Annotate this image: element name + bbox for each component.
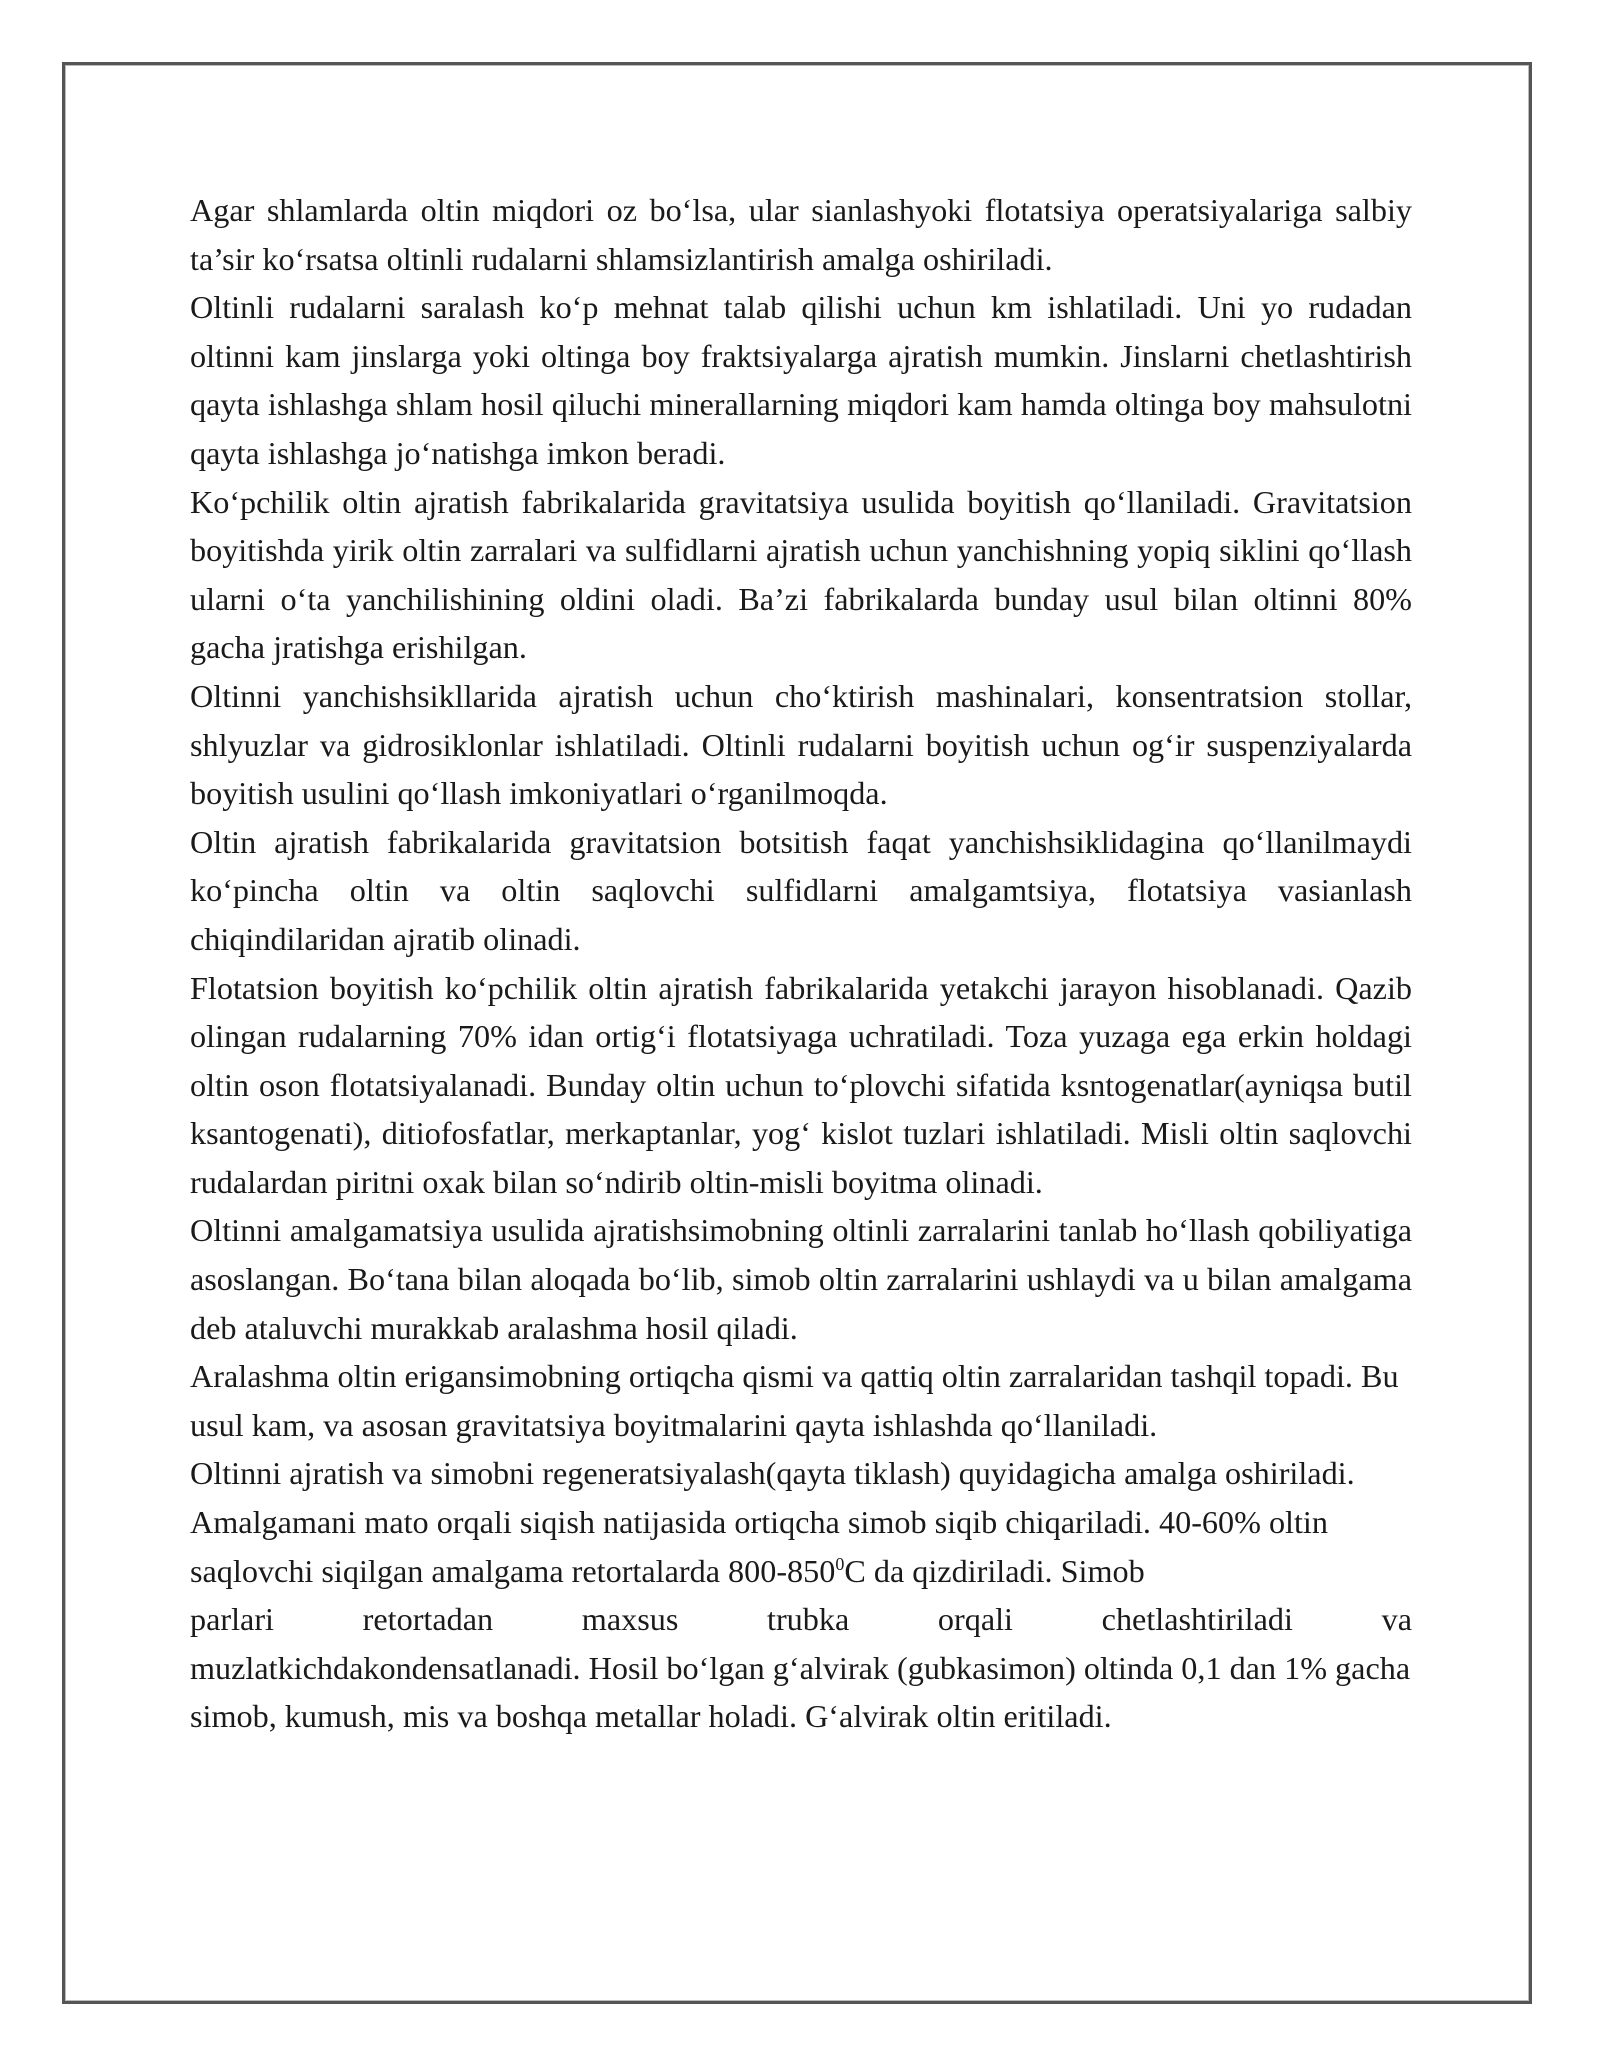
paragraph-8 <box>190 1352 1412 1595</box>
paragraph-8-part-3: C da qizdiriladi. Simob <box>844 1552 1145 1589</box>
paragraph-9-rest: muzlatkichdakondensatlanadi. Hosil bo‘lgan g‘alvirak (gubkasimon) oltinda 0,1 dan 1% gacha simob, kumush, mis va boshqa metallar holadi. G‘alvirak oltin eritiladi. <box>190 1649 1411 1735</box>
paragraph-1: Agar shlamlarda oltin miqdori oz bo‘lsa, ular sianlashyoki flotatsiya operatsiyalariga salbiy ta’sir ko‘rsatsa oltinli rudalarni shlamsizlantirish amalga oshiriladi. <box>190 192 1412 277</box>
paragraph-8-part-1: Aralashma oltin erigansimobning ortiqcha qismi va qattiq oltin zarralaridan tashqil topadi. Bu usul kam, va asosan gravitatsiya boyitmalarini qayta ishlashda qo‘llaniladi. <box>190 1358 1399 1443</box>
paragraph-7: Oltinni amalgamatsiya usulida ajratishsimobning oltinli zarralarini tanlab ho‘llash qobiliyatiga asoslangan. Bo‘tana bilan aloqada bo‘lib, simob oltin zarralarini ushlaydi va u bilan amalgama deb ataluvchi murakkab aralashma hosil qiladi. <box>190 1212 1412 1346</box>
paragraph-3: Ko‘pchilik oltin ajratish fabrikalarida gravitatsiya usulida boyitish qo‘llaniladi. Gravitatsion boyitishda yirik oltin zarralari va sulfidlarni ajratish uchun yanchishning yopiq siklini qo‘llash ularni o‘ta yanchilishining oldini oladi. Ba’zi fabrikalarda bunday usul bilan oltinni 80% gacha jratishga erishilgan. <box>190 483 1412 666</box>
degree-superscript: 0 <box>835 1553 845 1574</box>
document-body <box>190 186 1412 1741</box>
paragraph-9-first-line: parlari retortadan maxsus trubka orqali chetlashtiriladi va <box>190 1601 1412 1638</box>
paragraph-2: Oltinli rudalarni saralash ko‘p mehnat talab qilishi uchun km ishlatiladi. Uni yo rudadan oltinni kam jinslarga yoki oltinga boy fraktsiyalarga ajratish mumkin. Jinslarni chetlashtirish qayta ishlashga shlam hosil qiluchi minerallarning miqdori kam hamda oltinga boy mahsulotni qayta ishlashga jo‘natishga imkon beradi. <box>190 289 1412 471</box>
paragraph-5: Oltin ajratish fabrikalarida gravitatsion botsitish faqat yanchishsiklidagina qo‘llanilmaydi ko‘pincha oltin va oltin saqlovchi sulfidlarni amalgamtsiya, flotatsiya vasianlash chiqindilaridan ajratib olinadi. <box>190 823 1412 957</box>
paragraph-6: Flotatsion boyitish ko‘pchilik oltin ajratish fabrikalarida yetakchi jarayon hisoblanadi. Qazib olingan rudalarning 70% idan ortig‘i flotatsiyaga uchratiladi. Toza yuzaga ega erkin holdagi oltin oson flotatsiyalanadi. Bunday oltin uchun to‘plovchi sifatida ksntogenatlar(ayniqsa butil ksantogenati), ditiofosfatlar, merkaptanlar, yog‘ kislot tuzlari ishlatiladi. Misli oltin saqlovchi rudalardan piritni oxak bilan so‘ndirib oltin-misli boyitma olinadi. <box>190 969 1412 1200</box>
paragraph-4: Oltinni yanchishsikllarida ajratish uchun cho‘ktirish mashinalari, konsentratsion stollar, shlyuzlar va gidrosiklonlar ishlatiladi. Oltinli rudalarni boyitish uchun og‘ir suspenziyalarda boyitish usulini qo‘llash imkoniyatlari o‘rganilmoqda. <box>190 677 1412 812</box>
paragraph-8-part-2: Oltinni ajratish va simobni regeneratsiyalash(qayta tiklash) quyidagicha amalga oshiriladi. Amalgamani mato orqali siqish natijasida ortiqcha simob siqib chiqariladi. 40-60% oltin saqlovchi siqilgan amalgama retortalarda 800-850 <box>190 1455 1355 1589</box>
